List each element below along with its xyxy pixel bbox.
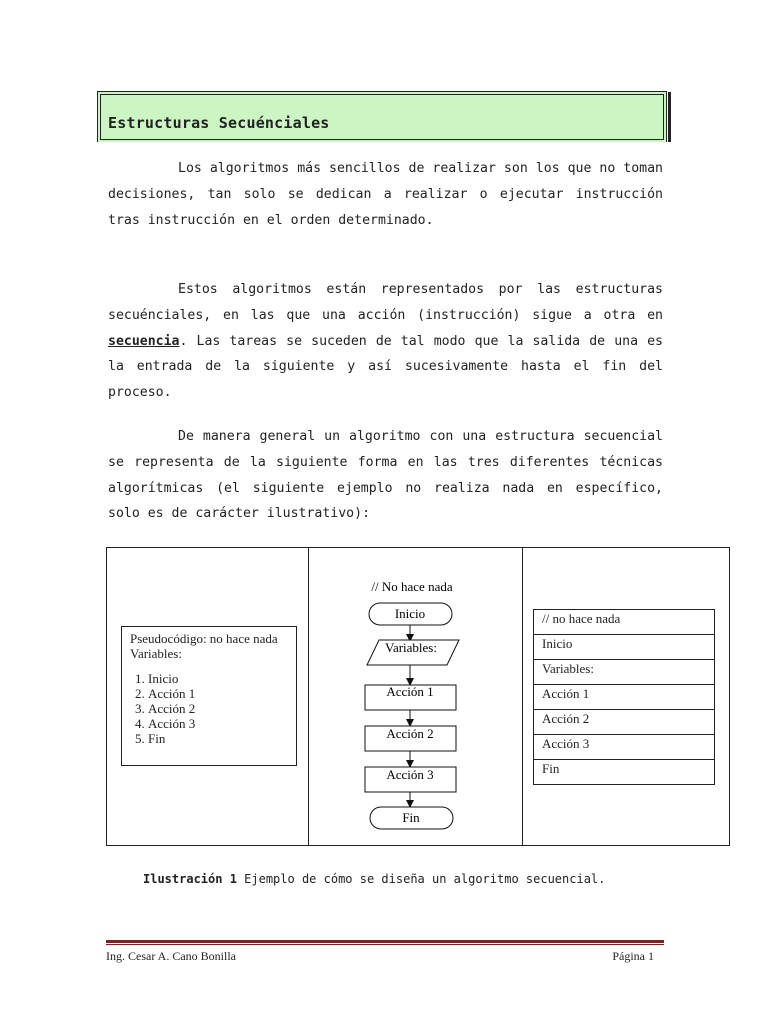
nassi-row: Acción 1 (534, 685, 714, 710)
pseudocode-step: 5. Fin (148, 731, 288, 746)
pseudocode-vars: Variables: (130, 646, 182, 661)
pseudocode-step: 2. Acción 1 (148, 686, 288, 701)
caption-text: Ejemplo de cómo se diseña un algoritmo secuencial. (236, 872, 606, 886)
pseudocode-step: 4. Acción 3 (148, 716, 288, 731)
figure-caption (143, 872, 605, 886)
paragraph-1-text: Los algoritmos más sencillos de realizar son los que no toman decisiones, tan solo se dedican a realizar o ejecutar instrucción tras instrucción en el orden determinado. (108, 161, 663, 228)
pseudocode-step: 1. Inicio (148, 671, 288, 686)
paragraph-2-text-a: Estos algoritmos están representados por las estructuras secuénciales, en las que una acción (instrucción) sigue a otra en (108, 282, 663, 323)
pseudocode-header: Pseudocódigo: no hace nada (130, 631, 278, 646)
paragraph-3 (108, 424, 663, 527)
footer-page-number: Página 1 (612, 949, 654, 963)
flowchart-start-label: Inicio (394, 606, 426, 621)
algorithm-illustration (106, 547, 730, 846)
footer-rule (106, 944, 664, 945)
nassi-table (533, 609, 715, 785)
paragraph-2 (108, 277, 663, 406)
nassi-row: Variables: (534, 660, 714, 685)
footer-author: Ing. Cesar A. Cano Bonilla (106, 949, 236, 963)
nassi-row: Acción 3 (534, 735, 714, 760)
caption-label: Ilustración 1 (143, 872, 237, 886)
paragraph-2-text-b: . Las tareas se suceden de tal modo que la salida de una es la entrada de la siguiente y así sucesivamente hasta el fin del proceso. (108, 333, 663, 401)
flowchart-action-label: Acción 2 (386, 726, 434, 741)
flowchart-vars-label: Variables: (385, 640, 437, 655)
flowchart-end-label: Fin (402, 810, 420, 825)
paragraph-3-text: De manera general un algoritmo con una estructura secuencial se representa de la siguiente forma en las tres diferentes técnicas algorítmicas (el siguiente ejemplo no realiza nada en específico, solo es de carácter ilustrativo): (108, 429, 663, 522)
pseudocode-step: 3. Acción 2 (148, 701, 288, 716)
nassi-row: Fin (534, 760, 714, 785)
section-title: Estructuras Secuénciales (108, 114, 330, 132)
nassi-row: Acción 2 (534, 710, 714, 735)
footer-rule (106, 940, 664, 943)
nassi-row: // no hace nada (534, 610, 714, 635)
section-title-box (97, 91, 667, 142)
flowchart-action-label: Acción 1 (386, 684, 434, 699)
nassi-row: Inicio (534, 635, 714, 660)
flowchart-action-label: Acción 3 (386, 767, 434, 782)
flowchart-comment: // No hace nada (371, 579, 453, 594)
paragraph-1 (108, 156, 663, 233)
paragraph-2-emphasis: secuencia (108, 333, 180, 349)
